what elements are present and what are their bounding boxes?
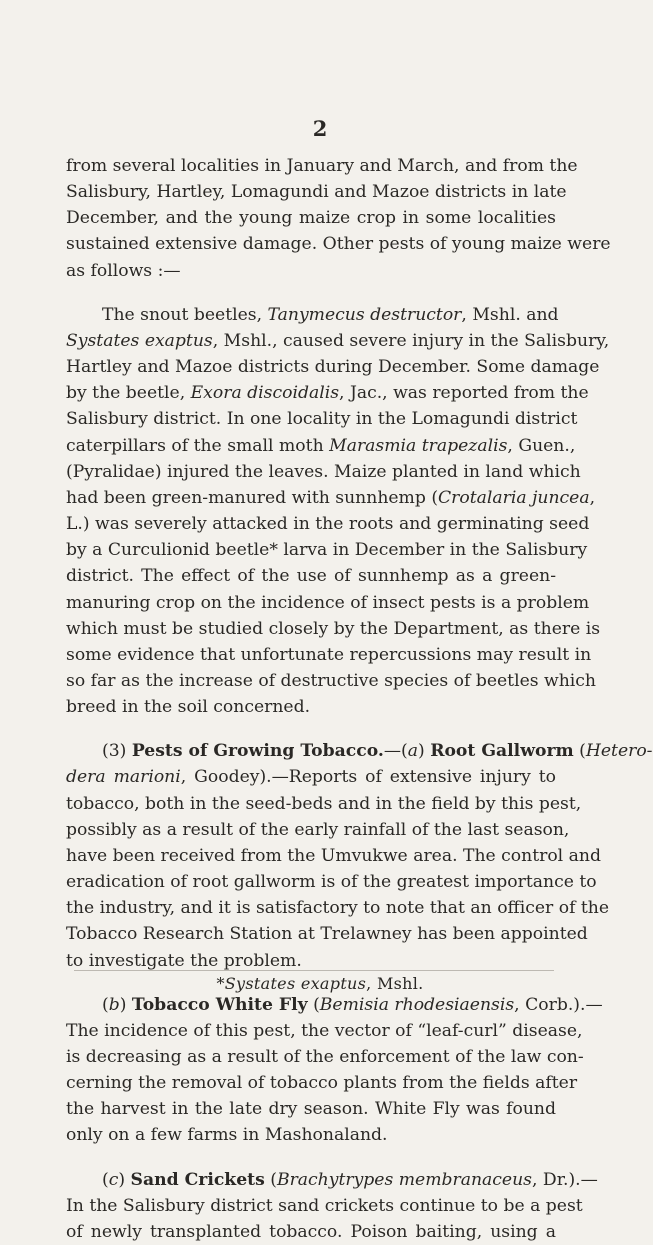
text-line: had been green-manured with sunnhemp (Crotalaria juncea,	[66, 487, 596, 508]
text-line: of newly transplanted tobacco. Poison baiting, using a	[66, 1221, 556, 1242]
text-line: sustained extensive damage. Other pests of young maize were	[66, 234, 611, 255]
text-line: from several localities in January and March, and from the	[66, 156, 578, 176]
text-line: possibly as a result of the early rainfall of the last season,	[66, 819, 570, 840]
text-line: The incidence of this pest, the vector of “leaf-curl” disease,	[66, 1020, 583, 1041]
text-line: December, and the young maize crop in some localities	[66, 208, 556, 229]
text-line: Salisbury district. In one locality in the Lomagundi district	[66, 409, 578, 430]
text-line: only on a few farms in Mashonaland.	[66, 1125, 388, 1146]
text-line: to investigate the problem.	[66, 950, 302, 971]
text-line: which must be studied closely by the Department, as there is	[66, 618, 601, 639]
text-line: L.) was severely attacked in the roots and germinating seed	[66, 514, 590, 535]
text-line: caterpillars of the small moth Marasmia trapezalis, Guen.,	[66, 435, 576, 456]
text-line: dera marioni, Goodey).—Reports of extensive injury to	[66, 767, 556, 788]
text-line: (3) Pests of Growing Tobacco.—(a) Root Gallworm (Hetero-	[102, 741, 653, 762]
text-line: is decreasing as a result of the enforcement of the law con-	[66, 1047, 584, 1067]
text-line: eradication of root gallworm is of the greatest importance to	[66, 872, 597, 893]
text-line: Tobacco Research Station at Trelawney has been appointed	[66, 924, 588, 945]
text-line: the industry, and it is satisfactory to note that an officer of the	[66, 898, 610, 919]
text-line: by the beetle, Exora discoidalis, Jac., was reported from the	[66, 383, 589, 404]
text-line: some evidence that unfortunate repercussions may result in	[66, 644, 592, 665]
body-text	[66, 153, 653, 1245]
text-line: In the Salisbury district sand crickets continue to be a pest	[66, 1195, 583, 1216]
footnote-rule	[74, 970, 554, 971]
text-line: (c) Sand Crickets (Brachytrypes membranaceus, Dr.).—	[102, 1169, 598, 1190]
text-line: cerning the removal of tobacco plants from the fields after	[66, 1073, 578, 1094]
text-line: Salisbury, Hartley, Lomagundi and Mazoe districts in late	[66, 182, 567, 203]
text-line: manuring crop on the incidence of insect pests is a problem	[66, 592, 590, 613]
text-line: have been received from the Umvukwe area. The control and	[66, 845, 601, 866]
text-line: Hartley and Mazoe districts during December. Some damage	[66, 357, 600, 378]
page-number: 2	[312, 116, 328, 141]
text-line: tobacco, both in the seed-beds and in the field by this pest,	[66, 793, 582, 814]
text-line: breed in the soil concerned.	[66, 697, 311, 718]
text-line: district. The effect of the use of sunnhemp as a green-	[66, 566, 556, 587]
text-line: The snout beetles, Tanymecus destructor, Mshl. and	[102, 304, 559, 325]
text-line: by a Curculionid beetle* larva in December in the Salisbury	[66, 540, 588, 561]
text-line: the harvest in the late dry season. White Fly was found	[66, 1099, 556, 1120]
text-line: as follows :—	[66, 260, 181, 281]
text-line: (Pyralidae) injured the leaves. Maize planted in land which	[66, 461, 581, 482]
text-line: (b) Tobacco White Fly (Bemisia rhodesiaensis, Corb.).—	[102, 994, 603, 1015]
text-line: Systates exaptus, Mshl., caused severe injury in the Salisbury,	[66, 330, 610, 351]
text-line: so far as the increase of destructive species of beetles which	[66, 670, 597, 691]
footnote: *Systates exaptus, Mshl.	[216, 974, 424, 993]
